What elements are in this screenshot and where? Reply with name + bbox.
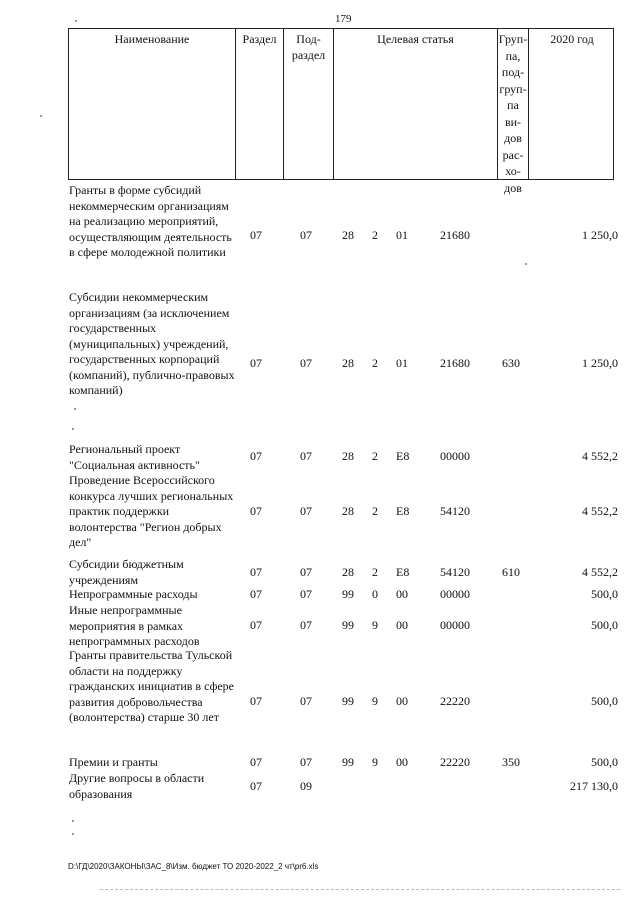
row-name: Непрограммные расходы xyxy=(69,587,198,601)
row-code-c: 00 xyxy=(396,618,408,632)
row-code-d: 21680 xyxy=(440,356,470,370)
row-podrazdel: 07 xyxy=(300,449,312,463)
row-code-b: 2 xyxy=(372,449,378,463)
row-podrazdel: 07 xyxy=(300,694,312,708)
row-name: Гранты правительства Тульской области на поддержку гражданских инициатив в сфере развития добровольчества (волонтерства) старше 30 лет xyxy=(69,648,234,724)
header-celevaya-statya: Целевая статья xyxy=(334,29,498,179)
scan-speck xyxy=(72,833,74,835)
row-code-b: 9 xyxy=(372,755,378,769)
scan-speck xyxy=(40,115,42,117)
row-code-b: 2 xyxy=(372,565,378,579)
row-gruppa: 630 xyxy=(502,356,520,370)
row-name: Премии и гранты xyxy=(69,755,158,769)
row-code-a: 99 xyxy=(342,618,354,632)
row-code-b: 0 xyxy=(372,587,378,601)
row-amount: 4 552,2 xyxy=(582,449,618,463)
row-podrazdel: 07 xyxy=(300,618,312,632)
row-code-d: 00000 xyxy=(440,618,470,632)
row-code-c: 00 xyxy=(396,587,408,601)
row-code-a: 28 xyxy=(342,565,354,579)
scan-speck xyxy=(72,428,74,430)
row-name: Проведение Всероссийского конкурса лучших региональных практик поддержки волонтерства "Регион добрых дел" xyxy=(69,473,234,549)
row-code-c: E8 xyxy=(396,449,410,463)
row-code-c: 00 xyxy=(396,755,408,769)
row-podrazdel: 09 xyxy=(300,779,312,793)
row-code-a: 28 xyxy=(342,504,354,518)
row-code-d: 22220 xyxy=(440,755,470,769)
row-name: Региональный проект "Социальная активность" xyxy=(69,442,200,472)
row-razdel: 07 xyxy=(250,504,262,518)
row-code-c: E8 xyxy=(396,504,410,518)
row-code-c: 01 xyxy=(396,356,408,370)
header-podrazdel: Под- раздел xyxy=(284,29,334,179)
row-razdel: 07 xyxy=(250,449,262,463)
row-gruppa: 350 xyxy=(502,755,520,769)
row-code-b: 2 xyxy=(372,228,378,242)
row-razdel: 07 xyxy=(250,356,262,370)
row-code-b: 9 xyxy=(372,618,378,632)
row-code-c: 01 xyxy=(396,228,408,242)
row-podrazdel: 07 xyxy=(300,504,312,518)
row-razdel: 07 xyxy=(250,618,262,632)
row-amount: 217 130,0 xyxy=(570,779,618,793)
row-code-a: 99 xyxy=(342,694,354,708)
row-podrazdel: 07 xyxy=(300,356,312,370)
row-gruppa: 610 xyxy=(502,565,520,579)
row-name: Субсидии некоммерческим организациям (за исключением государственных (муниципальных) учреждений, государственных корпораций (компаний), публично-правовых компаний) xyxy=(69,290,235,397)
row-code-d: 22220 xyxy=(440,694,470,708)
table-header xyxy=(68,28,614,195)
row-code-a: 99 xyxy=(342,755,354,769)
row-amount: 500,0 xyxy=(591,755,618,769)
row-podrazdel: 07 xyxy=(300,755,312,769)
row-podrazdel: 07 xyxy=(300,228,312,242)
page-number: 179 xyxy=(335,13,352,25)
scan-speck xyxy=(75,20,77,22)
header-gruppa: Груп- па, под- груп- па ви- дов рас- хо- дов xyxy=(498,29,529,179)
row-code-d: 00000 xyxy=(440,587,470,601)
row-podrazdel: 07 xyxy=(300,565,312,579)
row-name: Субсидии бюджетным учреждениям xyxy=(69,557,184,587)
header-year: 2020 год xyxy=(550,32,594,46)
row-code-a: 28 xyxy=(342,228,354,242)
row-name: Другие вопросы в области образования xyxy=(69,771,205,801)
header-razdel: Раздел xyxy=(236,29,284,179)
row-name: Гранты в форме субсидий некоммерческим организациям на реализацию мероприятий, осуществляющим деятельность в сфере молодежной политики xyxy=(69,183,232,259)
row-razdel: 07 xyxy=(250,228,262,242)
row-code-d: 21680 xyxy=(440,228,470,242)
row-code-b: 2 xyxy=(372,356,378,370)
scan-speck xyxy=(72,820,74,822)
scan-speck xyxy=(525,263,527,265)
row-code-b: 2 xyxy=(372,504,378,518)
row-amount: 500,0 xyxy=(591,694,618,708)
row-amount: 4 552,2 xyxy=(582,565,618,579)
row-amount: 1 250,0 xyxy=(582,228,618,242)
scan-speck xyxy=(74,408,76,410)
row-amount: 500,0 xyxy=(591,587,618,601)
row-code-c: E8 xyxy=(396,565,410,579)
file-path-footer: D:\ГД\2020\ЗАКОНЫ\ЗАС_8\Изм. бюджет ТО 2020-2022_2 чт\pr6.xls xyxy=(68,862,319,871)
row-razdel: 07 xyxy=(250,694,262,708)
row-podrazdel: 07 xyxy=(300,587,312,601)
row-razdel: 07 xyxy=(250,779,262,793)
row-razdel: 07 xyxy=(250,587,262,601)
row-razdel: 07 xyxy=(250,755,262,769)
row-name: Иные непрограммные мероприятия в рамках непрограммных расходов xyxy=(69,603,200,648)
row-amount: 500,0 xyxy=(591,618,618,632)
row-code-b: 9 xyxy=(372,694,378,708)
row-razdel: 07 xyxy=(250,565,262,579)
row-amount: 1 250,0 xyxy=(582,356,618,370)
row-code-c: 00 xyxy=(396,694,408,708)
row-code-a: 28 xyxy=(342,449,354,463)
row-code-d: 00000 xyxy=(440,449,470,463)
header-name: Наименование xyxy=(69,29,236,179)
row-code-d: 54120 xyxy=(440,565,470,579)
scan-artifact-line xyxy=(100,889,620,890)
row-code-d: 54120 xyxy=(440,504,470,518)
row-amount: 4 552,2 xyxy=(582,504,618,518)
row-code-a: 99 xyxy=(342,587,354,601)
row-code-a: 28 xyxy=(342,356,354,370)
